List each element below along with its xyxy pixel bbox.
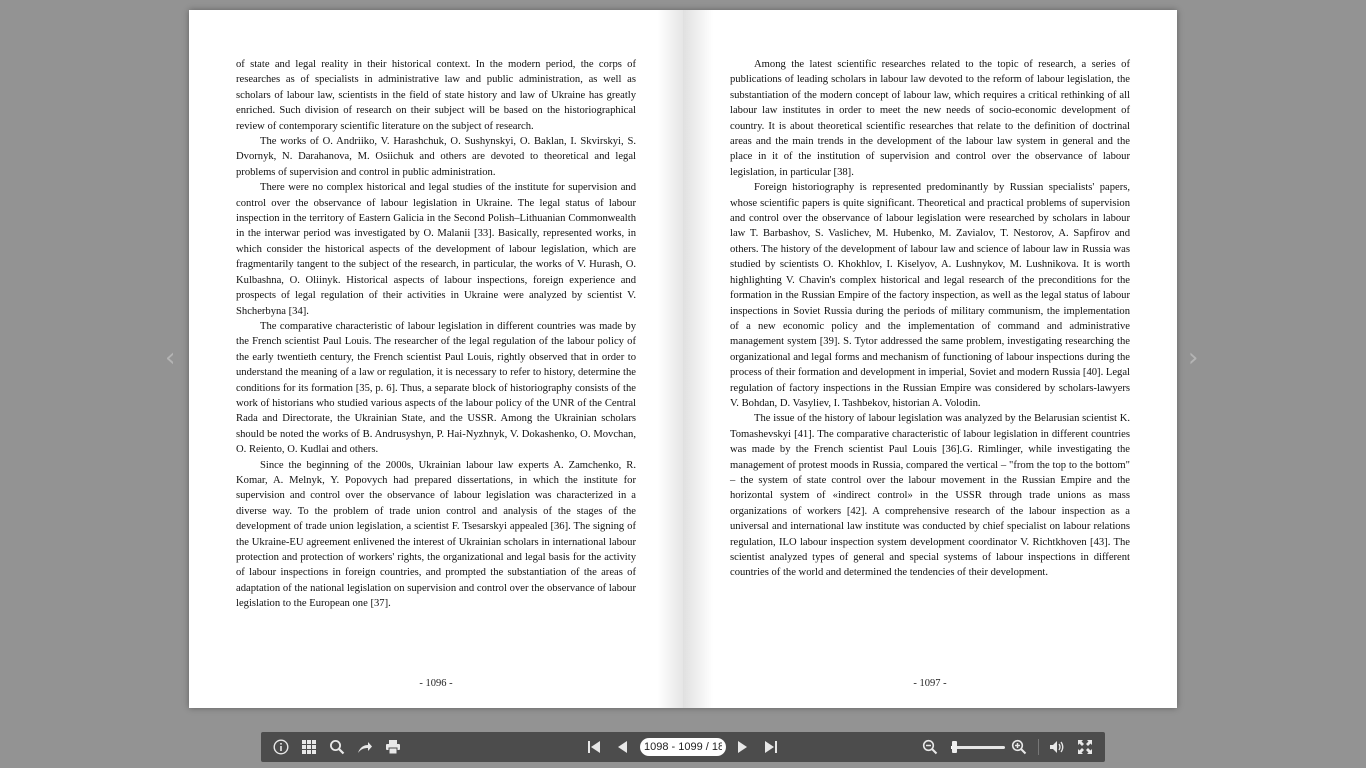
- share-icon: [357, 739, 373, 755]
- right-page-text: [730, 57, 1130, 581]
- next-icon: [735, 739, 751, 755]
- toolbar-divider: [1038, 739, 1039, 755]
- paragraph: Foreign historiography is represented predominantly by Russian specialists' papers, whose scientific papers is quite significant. Theoretical and practical problems of supervision and control over the observance of labour legislation were researched by scholars in labour law T. Barbashov, S. Vaslichev, M. Hubenko, M. Zavialov, T. Nestorov, A. Sapfirov and others. The history of the development of labour law and science of labour law in Russia was studied by scientists O. Khokhlov, I. Kiselyov, A. Lushnykov, M. Lushnikova. It is worth highlighting V. Chavin's complex historical and legal research of the preconditions for the formation in the Russian Empire of the factory inspection, as well as the legal status of labour inspections in Soviet Russia during the periods of military communism, the implementation of a new economic policy and the implementation of command and administrative management system [39]. S. Tytor addressed the same problem, investigating researching the organizational and legal forms and mechanism of functioning of labour inspections during the process of their formation and development in imperial, Soviet and modern Russia [40]. Legal regulation of factory inspections in the Russian Empire was considered by scholars-lawyers V. Bohdan, D. Vasyliev, I. Tashbekov, historian A. Volodin.: [730, 182, 1130, 409]
- first-page-button[interactable]: [584, 737, 604, 757]
- zoom-slider[interactable]: [951, 746, 1005, 749]
- flipbook: [189, 10, 1177, 708]
- info-button[interactable]: [271, 737, 291, 757]
- zoom-out-icon: [922, 739, 938, 755]
- first-page-icon: [586, 739, 602, 755]
- fullscreen-icon: [1077, 739, 1093, 755]
- paragraph: of state and legal reality in their historical context. In the modern period, the corps of researches as of specialists in administrative law and public administration, as well as scholars of labour law, scientists in the field of state history and law of Ukraine has greatly enriched. Such division of research on their subject will be based on the historiographical review of contemporary scientific literature on the subject of research.: [236, 59, 636, 132]
- left-page-text: [236, 57, 636, 612]
- zoom-out-button[interactable]: [920, 737, 940, 757]
- fullscreen-button[interactable]: [1075, 737, 1095, 757]
- next-page-button[interactable]: [733, 737, 753, 757]
- zoom-in-icon: [1011, 739, 1027, 755]
- paragraph: There were no complex historical and legal studies of the institute for supervision and control over the observance of labour legislation in Ukraine. The legal status of labour inspection in the territory of Eastern Galicia in the Second Polish–Lithuanian Commonwealth in the interwar period was investigated by O. Malanii [33]. Basically, represented works, in which consider the historical aspects of the development of labour legislation, which are fragmentarily tangent to the subject of the research, in particular, the works of V. Hurash, O. Kulbashna, O. Oliinyk. Historical aspects of labour inspections, foreign experience and prospects of legal regulation of their activities in Ukraine were analyzed by scientist V. Shcherbyna [34].: [236, 182, 636, 317]
- paragraph: The comparative characteristic of labour legislation in different countries was made by the French scientist Paul Louis. The researcher of the legal regulation of the labour policy of the early twentieth century, the French scientist Paul Louis, rightly observed that in order to understand the meaning of a law or regulation, it is necessary to refer to history, determine the conditions for its formation [35, p. 6]. Thus, a separate block of historiography consists of the work of historians who studied various aspects of the labour policy of the UNR of the Central Rada and Directorate, the Ukrainian State, and the USSR. Among the Ukrainian scholars should be noted the works of B. Andrusyshyn, P. Hai-Nyzhnyk, V. Dokashenko, O. Movchan, O. Reiento, O. Kudlai and others.: [236, 320, 636, 456]
- last-page-icon: [763, 739, 779, 755]
- prev-page-button[interactable]: [612, 737, 632, 757]
- paragraph: The issue of the history of labour legislation was analyzed by the Belarusian scientist K. Tomashevskyi [41]. The comparative characteristic of labour legislation in different countries was made by the French scientist Paul Louis [36].G. Rimlinger, while investigating the management of protest moods in Russia, compared the vertical – "from the top to the bottom" – the system of state control over the labour movement in the Russian Empire and the horizontal system of «indirect control» in the USSR through trade unions as mass organizations of workers [42]. A comprehensive research of the labour inspection as a universal and international law institute was conducted by chief specialist on labour relations regulation, ILO labour inspection system development coordinator V. Richtkhoven [43]. The scientist analyzed types of general and special systems of labour inspections in different countries of the world and determined the tendencies of their development.: [730, 413, 1130, 579]
- left-page[interactable]: [189, 10, 683, 708]
- paragraph: Since the beginning of the 2000s, Ukrainian labour law experts A. Zamchenko, R. Komar, A. Melnyk, Y. Popovych had prepared dissertations, in which the institute for supervision and control over the observance of labour legislation was characterized in a diverse way. To the problem of trade union control and analysis of the stages of the development of trade union legislation, a scientist F. Tsesarskyi appealed [36]. The signing of the Ukraine-EU agreement enlivened the interest of Ukrainian scholars in international labour protection and protection of workers' rights, the organizational and legal basis for the activity of labour inspections in foreign countries, and prompted the substantiation of the areas of adaptation of the national legislation on supervision and control over the observance of labour legislation to the European one [37].: [236, 459, 636, 610]
- search-icon: [329, 739, 345, 755]
- page-number: - 1097 -: [913, 678, 947, 689]
- grid-icon: [301, 739, 317, 755]
- zoom-slider-thumb[interactable]: [952, 741, 957, 753]
- share-button[interactable]: [355, 737, 375, 757]
- flip-next-arrow-icon[interactable]: ›: [1188, 343, 1199, 373]
- speaker-icon: [1049, 739, 1065, 755]
- prev-icon: [614, 739, 630, 755]
- flip-prev-arrow-icon[interactable]: ‹: [165, 343, 176, 373]
- paragraph: The works of O. Andriiko, V. Harashchuk, O. Sushynskyi, O. Baklan, I. Skvirskyi, S. Dvornyk, N. Darahanova, M. Osiichuk and others are devoted to theoretical and legal problems of supervision and control in public administration.: [236, 136, 636, 178]
- info-icon: [273, 739, 289, 755]
- paragraph: Among the latest scientific researches related to the topic of research, a series of publications of leading scholars in labour law devoted to the reform of labour legislation, the substantiation of the modern concept of labour law, which requires a critical rethinking of all labour law institutes in order to meet the new needs of socio-economic development of country. It is about theoretical scientific researches that relate to the definition of doctrinal areas and the main trends in the development of the labour law system in general and the place in it of the institution of supervision and control over the observance of labour legislation, in particular [38].: [730, 59, 1130, 178]
- thumbnails-button[interactable]: [299, 737, 319, 757]
- page-number-input[interactable]: [640, 738, 726, 756]
- page-number: - 1096 -: [419, 678, 453, 689]
- print-icon: [385, 739, 401, 755]
- print-button[interactable]: [383, 737, 403, 757]
- right-page[interactable]: [683, 10, 1177, 708]
- sound-button[interactable]: [1047, 737, 1067, 757]
- toolbar: [261, 732, 1105, 762]
- zoom-in-button[interactable]: [1009, 737, 1029, 757]
- last-page-button[interactable]: [761, 737, 781, 757]
- search-button[interactable]: [327, 737, 347, 757]
